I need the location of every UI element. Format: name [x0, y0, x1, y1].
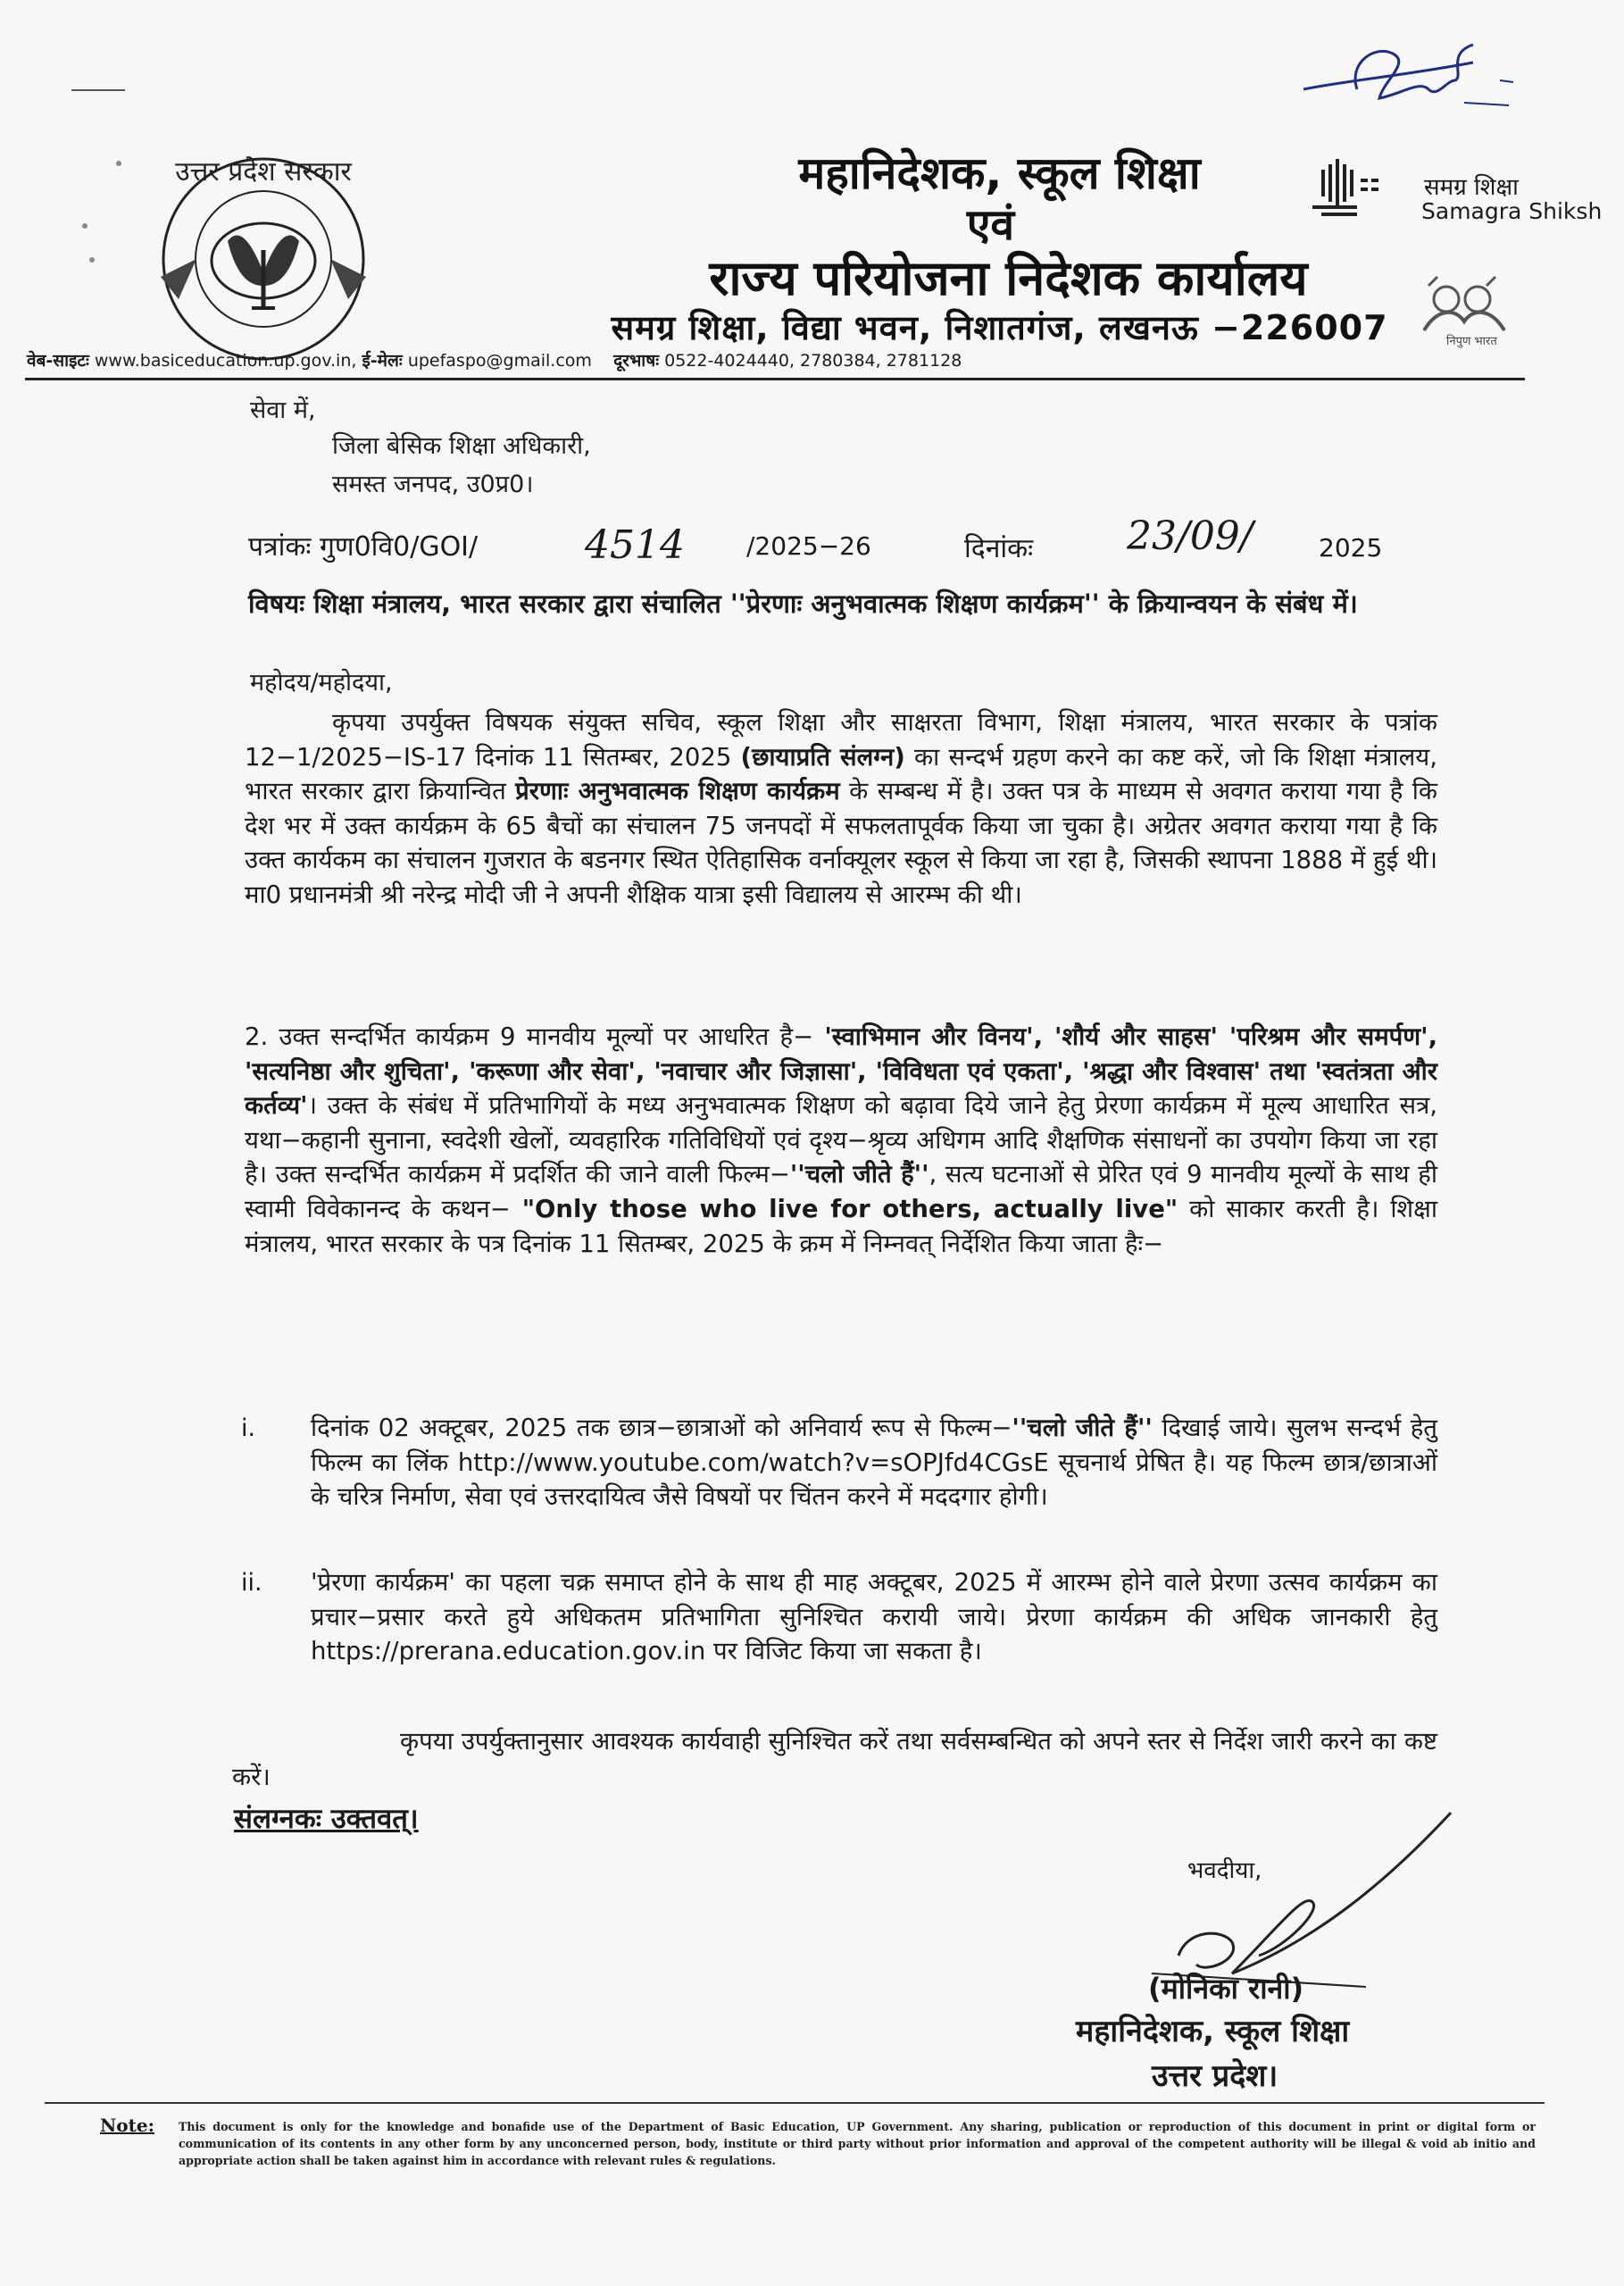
addressee-line-2: समस्त जनपद, उ0प्र0। [332, 471, 534, 498]
salutation: महोदय/महोदया, [250, 669, 393, 697]
closing-paragraph: कृपया उपर्युक्तानुसार आवश्यक कार्यवाही सुनिश्चित करें तथा सर्वसम्बन्धित को अपने स्तर से निर्देश जारी करने का कष्ट करें। [232, 1727, 1437, 1791]
para2-text-b: । उक्त के संबंध में प्रतिभागियों के मध्य अनुभवात्मक शिक्षण को बढ़ावा दिये जाने हेतु प्रेरणा कार्यक्रम में मूल्य आधारित सत्र, यथा−कहानी सुनाना, स्वदेशी खेलों, व्यवहारिक गतिविधियों एवं दृश्य−श्रृव्य अधिगम आदि शैक्षणिक संसाधनों का उपयोग किया जा रहा है। उक्त सन्दर्भित कार्यक्रम में प्रदर्शित की जाने वाली फिल्म− [245, 1091, 1437, 1189]
item1-text-b: दिखाई जाये। सुलभ सन्दर्भ हेतु फिल्म का लिंक http://www.youtube.com/watch?v=sOPJfd4CGsE सूचनार्थ प्रेषित है। यह फिल्म छात्र/छात्राओं के चरित्र निर्माण, सेवा एवं उत्तरदायित्व जैसे विषयों पर चिंतन करने में मददगार होगी। [311, 1414, 1437, 1512]
svg-text:उत्तर प्रदेश सरकार: उत्तर प्रदेश सरकार [175, 156, 352, 188]
office-title-line-1: महानिदेशक, स्कूल शिक्षा [798, 147, 1201, 199]
addressee-line-1: जिला बेसिक शिक्षा अधिकारी, [332, 432, 591, 460]
para2-text-d: को साकार करती है। शिक्षा मंत्रालय, भारत सरकार के पत्र दिनांक 11 सितम्बर, 2025 के क्रम में निम्नवत् निर्देशित किया जाता हैः− [245, 1194, 1437, 1258]
phone-label: दूरभाषः [613, 351, 660, 371]
disclaimer-note: This document is only for the knowledge and bonafide use of the Department of Basic Education, UP Government. Any sharing, publication or reproduction of this document in print or digital form or communication of its contents in any other form by any unconcerned person, body, institute or third party without prior information and approval of the competent authority will be illegal & void ab initio and appropriate action shall be taken against him in accordance with relevant rules & regulations. [179, 2120, 1536, 2167]
signer-name: (मोनिका रानी) [1148, 1972, 1304, 2006]
para1-program-name: प्रेरणाः अनुभवात्मक शिक्षण कार्यक्रम [515, 777, 840, 806]
contact-line [27, 348, 962, 371]
seva-line: सेवा में, [250, 396, 316, 424]
paragraph-1 [245, 705, 1437, 913]
email-label: ई-मेलः [362, 351, 403, 371]
subject-label: विषयः [248, 588, 305, 619]
list-item-1-number: i. [241, 1414, 256, 1442]
subject [248, 585, 1445, 622]
yours-faithfully: भवदीया, [1187, 1857, 1262, 1884]
signer-designation: महानिदेशक, स्कूल शिक्षा [1076, 2014, 1350, 2049]
para2-vivekananda-quote: "Only those who live for others, actually live" [521, 1194, 1178, 1223]
reference-year: /2025−26 [746, 531, 871, 561]
para2-film-name: ''चलो जीते हैं'' [789, 1160, 929, 1189]
para2-text-a: 2. उक्त सन्दर्भित कार्यक्रम 9 मानवीय मूल्यों पर आधरित है− [245, 1022, 825, 1051]
phone: 0522-4024440, 2780384, 2781128 [664, 351, 962, 371]
para1-text-a: कृपया उपर्युक्त विषयक संयुक्त सचिव, स्कूल शिक्षा और साक्षरता विभाग, शिक्षा मंत्रालय, भारत सरकार के पत्रांक 12−1/2025−IS-17 दिनांक 11 सितम्बर, 2025 [245, 708, 1437, 772]
email: upefaspo@gmail.com [407, 351, 592, 371]
footer-divider [45, 2102, 1545, 2104]
office-address: समग्र शिक्षा, विद्या भवन, निशातगंज, लखनऊ −226007 [611, 308, 1388, 347]
samagra-shiksha-english: Samagra Shiksh [1421, 198, 1603, 224]
samagra-shiksha-logo [1312, 152, 1420, 223]
samagra-shiksha-hindi: समग्र शिक्षा [1424, 174, 1519, 201]
header-divider [25, 378, 1525, 380]
list-item-2-number: ii. [241, 1569, 262, 1597]
margin-dash [71, 89, 125, 91]
date-handwritten: 23/09/ [1127, 513, 1253, 559]
para2-text-c: , सत्य घटनाओं से प्रेरित एवं 9 मानवीय मूल्यों के साथ ही स्वामी विवेकानन्द के कथन− [245, 1160, 1437, 1223]
website-label: वेब-साइटः [27, 351, 89, 371]
date-label: दिनांकः [964, 533, 1034, 564]
note-label: Note: [100, 2115, 154, 2136]
subject-text: शिक्षा मंत्रालय, भारत सरकार द्वारा संचालित ''प्रेरणाः अनुभवात्मक शिक्षण कार्यक्रम'' के क्रियान्वयन के संबंध में। [313, 588, 1358, 619]
office-title-line-3: राज्य परियोजना निदेशक कार्यालय [709, 250, 1308, 306]
office-title-line-2: एवं [966, 200, 1015, 250]
para1-text-c: का सन्दर्भ ग्रहण करने का कष्ट करें, जो कि शिक्षा मंत्रालय, भारत सरकार द्वारा क्रियान्वित [245, 742, 1437, 806]
item1-film-name: ''चलो जीते हैं'' [1012, 1414, 1153, 1442]
list-item-1 [311, 1411, 1437, 1514]
nipun-bharat-text: निपुण भारत [1446, 335, 1497, 348]
para2-human-values: 'स्वाभिमान और विनय', 'शौर्य और साहस' 'परिश्रम और समर्पण', 'सत्यनिष्ठा और शुचिता', 'करूणा और सेवा', 'नवाचार और जिज्ञासा', 'विविधता एवं एकता', 'श्रद्धा और विश्वास' तथा 'स्वतंत्रता और कर्तव्य' [245, 1022, 1438, 1121]
website: www.basiceducation.up.gov.in, [94, 351, 357, 371]
reference-label: पत्रांकः गुण0वि0/GOI/ [248, 531, 479, 563]
item1-text-a: दिनांक 02 अक्टूबर, 2025 तक छात्र−छात्राओं को अनिवार्य रूप से फिल्म− [311, 1414, 1012, 1442]
para1-text-e: के सम्बन्ध में है। उक्त पत्र के माध्यम से अवगत कराया गया है कि देश भर में उक्त कार्यक्रम के 65 बैचों का संचालन 75 जनपदों में सफलतापूर्वक किया जा चुका है। अग्रेतर अवगत कराया गया है कि उक्त कार्यकम का संचालन गुजरात के बडनगर स्थित ऐतिहासिक वर्नाक्यूलर स्कूल से किया जा रहा है, जिसकी स्थापना 1888 में हुई थी। मा0 प्रधानमंत्री श्री नरेन्द्र मोदी जी ने अपनी शैक्षिक यात्रा इसी विद्यालय से आरम्भ की थी। [245, 777, 1437, 909]
signer-state: उत्तर प्रदेश। [1152, 2058, 1278, 2094]
reference-number-handwritten: 4514 [585, 522, 685, 568]
enclosure-line: संलग्नकः उक्तवत्। [234, 1803, 419, 1835]
para1-enclosure-note: (छायाप्रति संलग्न) [740, 742, 905, 772]
initials-signature [1295, 27, 1518, 125]
list-item-2: 'प्रेरणा कार्यक्रम' का पहला चक्र समाप्त होने के साथ ही माह अक्टूबर, 2025 में आरम्भ होने वाले प्रेरणा उत्सव कार्यक्रम का प्रचार−प्रसार करते हुये अधिकतम प्रतिभागिता सुनिश्चित करायी जाये। प्रेरणा कार्यक्रम की अधिक जानकारी हेतु https://prerana.education.gov.in पर विजिट किया जा सकता है। [311, 1568, 1437, 1666]
date-year: 2025 [1319, 533, 1383, 563]
paragraph-2 [245, 1020, 1437, 1261]
